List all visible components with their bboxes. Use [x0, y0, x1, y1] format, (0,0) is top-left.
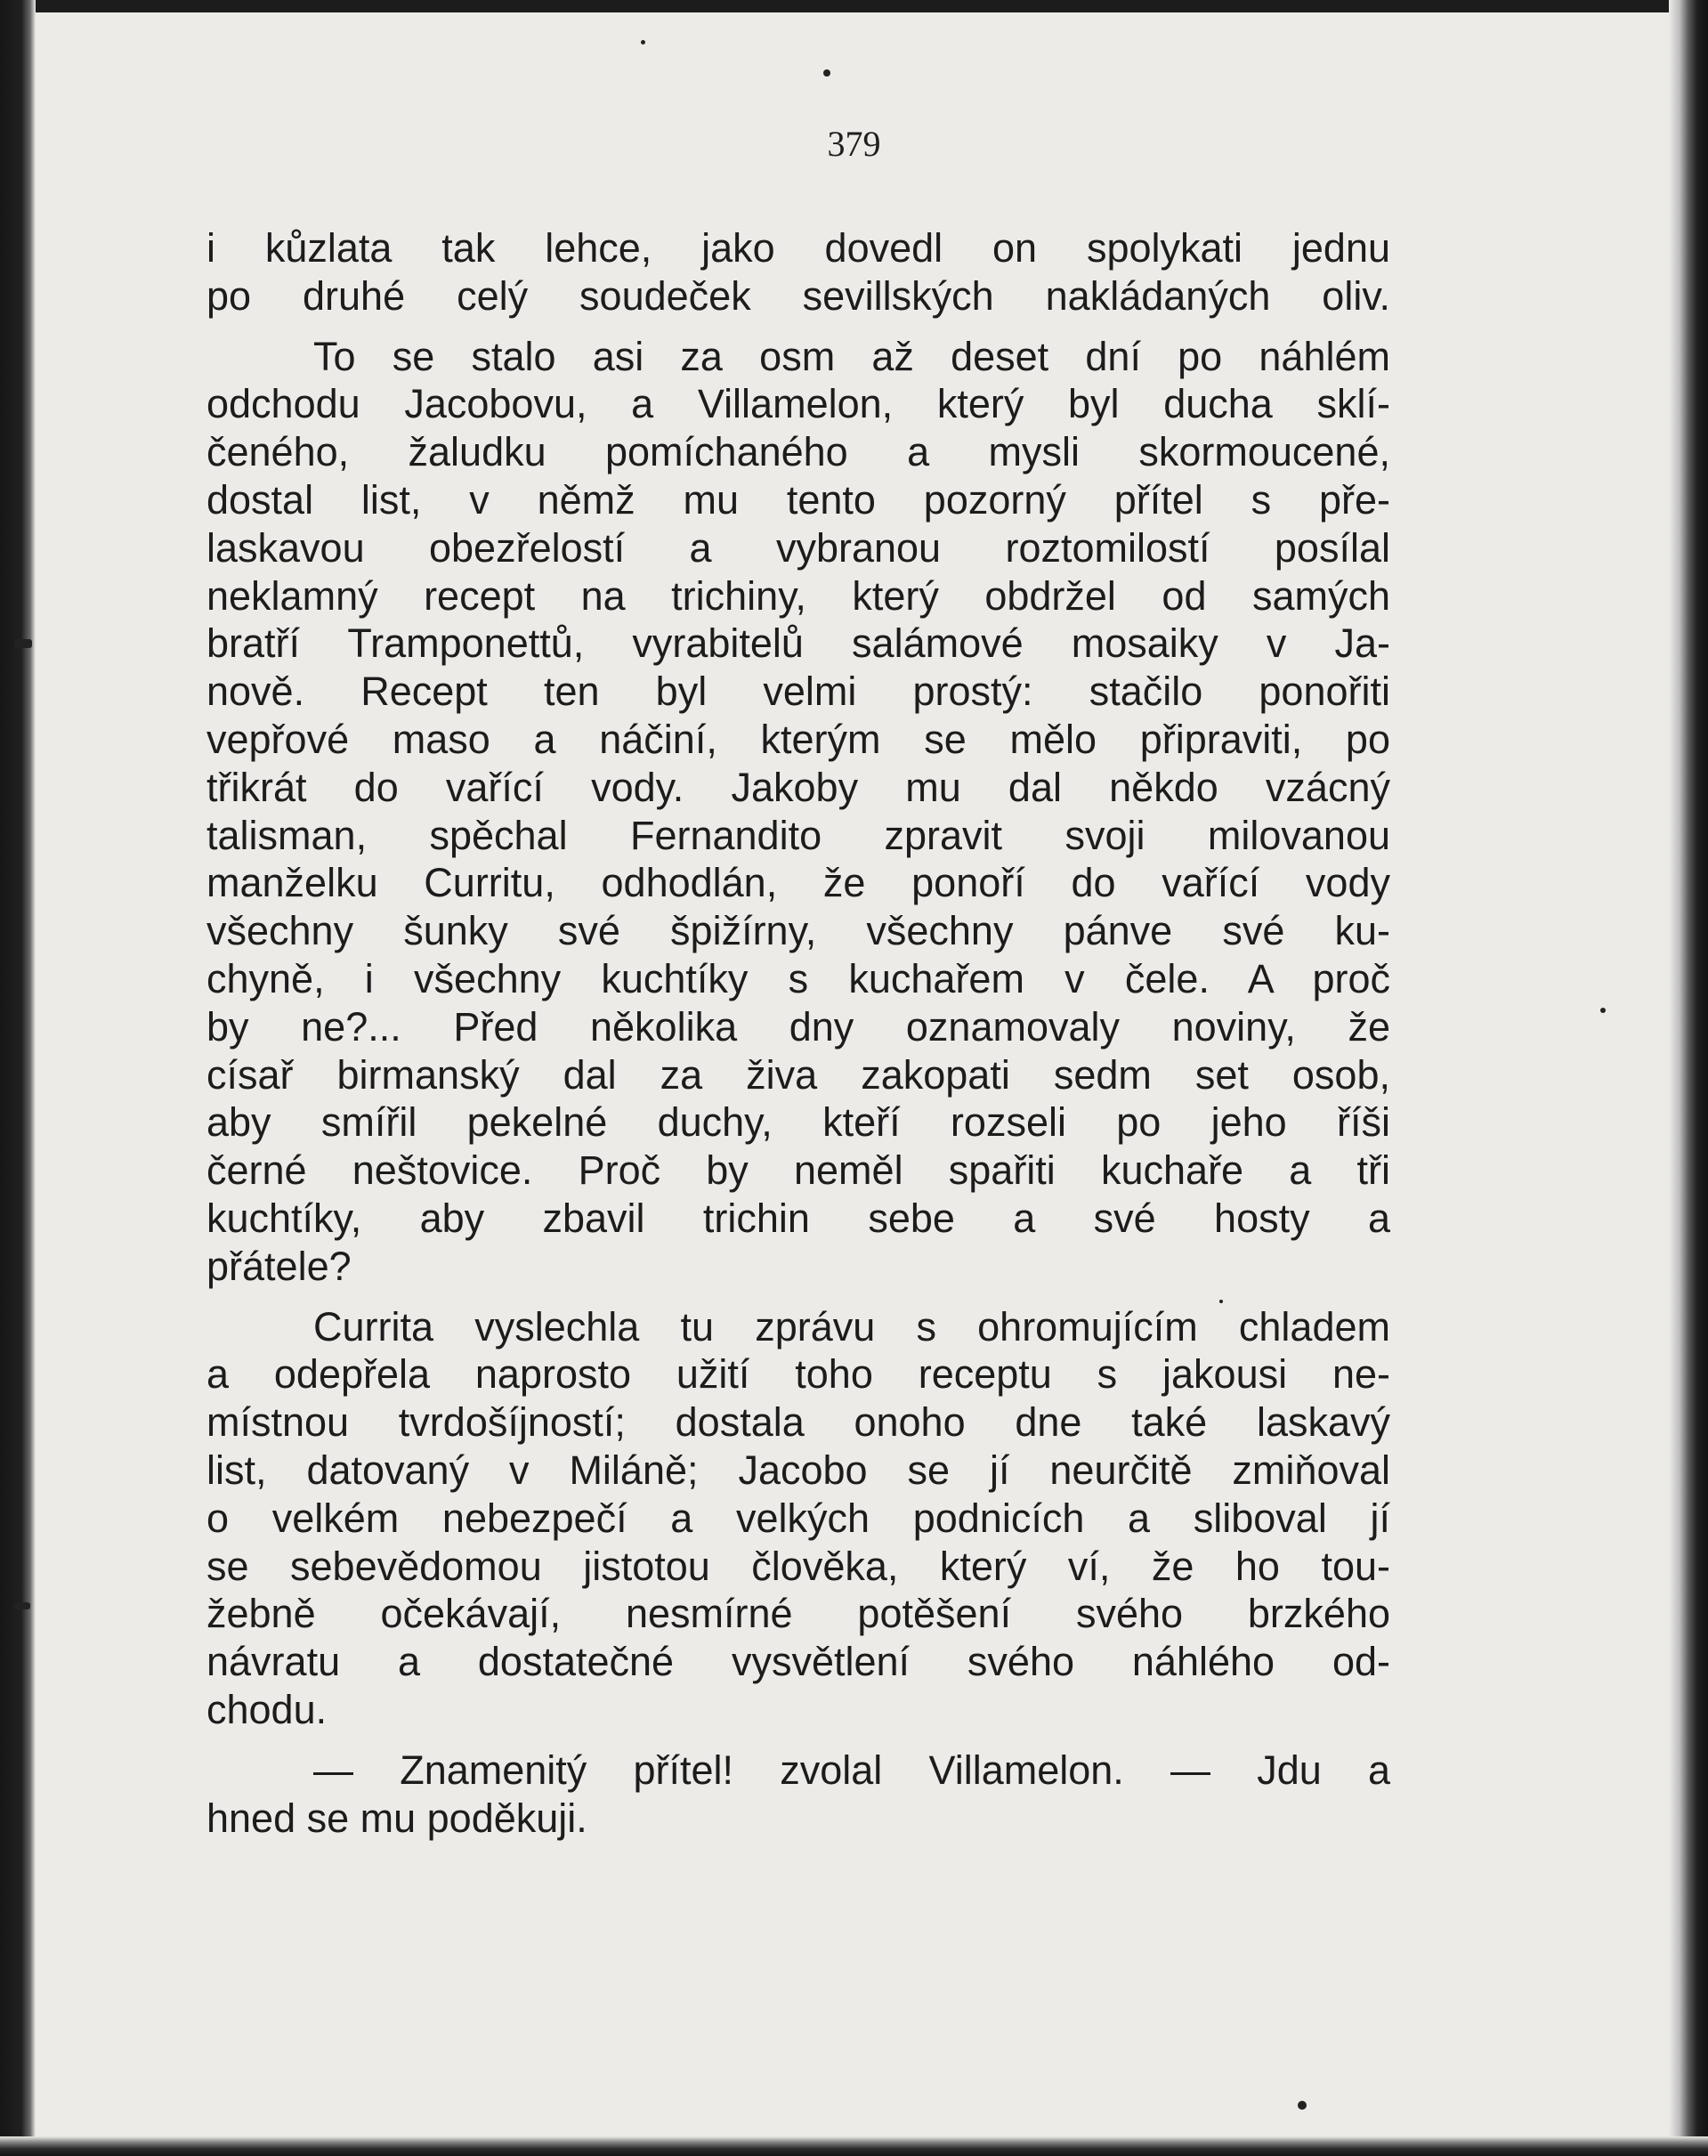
text-line: list, datovaný v Miláně; Jacobo se jí neurčitě zmiňoval	[206, 1447, 1390, 1493]
text-line: se sebevědomou jistotou člověka, který ví, že ho tou-	[206, 1543, 1390, 1589]
dust-speck	[14, 639, 32, 648]
text-line: manželku Curritu, odhodlán, že ponoří do vařící vody	[206, 860, 1390, 906]
text-line: To se stalo asi za osm až deset dní po náhlém	[313, 333, 1390, 379]
scan-border-top	[0, 0, 1708, 12]
paragraph	[206, 1303, 1390, 1734]
text-line: a odepřela naprosto užití toho receptu s jakousi ne-	[206, 1351, 1390, 1398]
text-line: všechny šunky své špižírny, všechny pánve své ku-	[206, 908, 1390, 954]
paragraph	[206, 333, 1390, 1291]
text-line: kuchtíky, aby zbavil trichin sebe a své hosty a	[206, 1195, 1390, 1241]
text-line: čeného, žaludku pomíchaného a mysli skormoucené,	[206, 429, 1390, 475]
text-line: by ne?... Před několika dny oznamovaly noviny, že	[206, 1003, 1390, 1050]
dust-speck	[641, 40, 645, 45]
text-line: přátele?	[206, 1243, 352, 1289]
paragraph	[206, 224, 1390, 320]
dust-speck	[1298, 2101, 1307, 2110]
text-line: laskavou obezřelostí a vybranou roztomilostí posílal	[206, 524, 1390, 571]
text-line: chyně, i všechny kuchtíky s kuchařem v čele. A proč	[206, 955, 1390, 1001]
scan-border-left	[0, 0, 36, 2156]
text-line: nově. Recept ten byl velmi prostý: stačilo ponořiti	[206, 669, 1390, 715]
scan-border-right	[1669, 0, 1708, 2156]
scan-border-bottom	[0, 2136, 1708, 2156]
text-line: Currita vyslechla tu zprávu s ohromujícím chladem	[313, 1303, 1390, 1350]
text-line: bratří Tramponettů, vyrabitelů salámové mosaiky v Ja-	[206, 620, 1390, 667]
text-line: odchodu Jacobovu, a Villamelon, který byl ducha sklí-	[206, 381, 1390, 427]
text-line: černé neštovice. Proč by neměl spařiti kuchaře a tři	[206, 1147, 1390, 1194]
dust-speck	[823, 69, 830, 77]
text-line: žebně očekávají, nesmírné potěšení svého brzkého	[206, 1591, 1390, 1637]
paragraph	[206, 1747, 1390, 1843]
text-line: návratu a dostatečné vysvětlení svého náhlého od-	[206, 1639, 1390, 1685]
text-line: talisman, spěchal Fernandito zpravit svoji milovanou	[206, 812, 1390, 858]
text-line: chodu.	[206, 1686, 328, 1732]
text-line: aby smířil pekelné duchy, kteří rozseli po jeho říši	[206, 1099, 1390, 1146]
text-line: neklamný recept na trichiny, který obdržel od samých	[206, 572, 1390, 619]
text-line: dostal list, v němž mu tento pozorný přítel s pře-	[206, 476, 1390, 523]
text-line: třikrát do vařící vody. Jakoby mu dal někdo vzácný	[206, 764, 1390, 810]
dust-speck	[14, 1602, 30, 1609]
body-text	[206, 224, 1390, 1842]
dust-speck	[1600, 1008, 1606, 1013]
text-line: místnou tvrdošíjností; dostala onoho dne také laskavý	[206, 1399, 1390, 1446]
text-line: vepřové maso a náčiní, kterým se mělo připraviti, po	[206, 716, 1390, 762]
page-number: 379	[827, 124, 881, 164]
text-line: císař birmanský dal za živa zakopati sedm set osob,	[206, 1051, 1390, 1098]
text-line: o velkém nebezpečí a velkých podnicích a sliboval jí	[206, 1495, 1390, 1541]
text-line: — Znamenitý přítel! zvolal Villamelon. — Jdu a	[313, 1747, 1390, 1793]
text-line: hned se mu poděkuji.	[206, 1795, 587, 1841]
text-line: i kůzlata tak lehce, jako dovedl on spolykati jednu	[206, 225, 1390, 271]
text-line: po druhé celý soudeček sevillských nakládaných oliv.	[206, 272, 1390, 319]
